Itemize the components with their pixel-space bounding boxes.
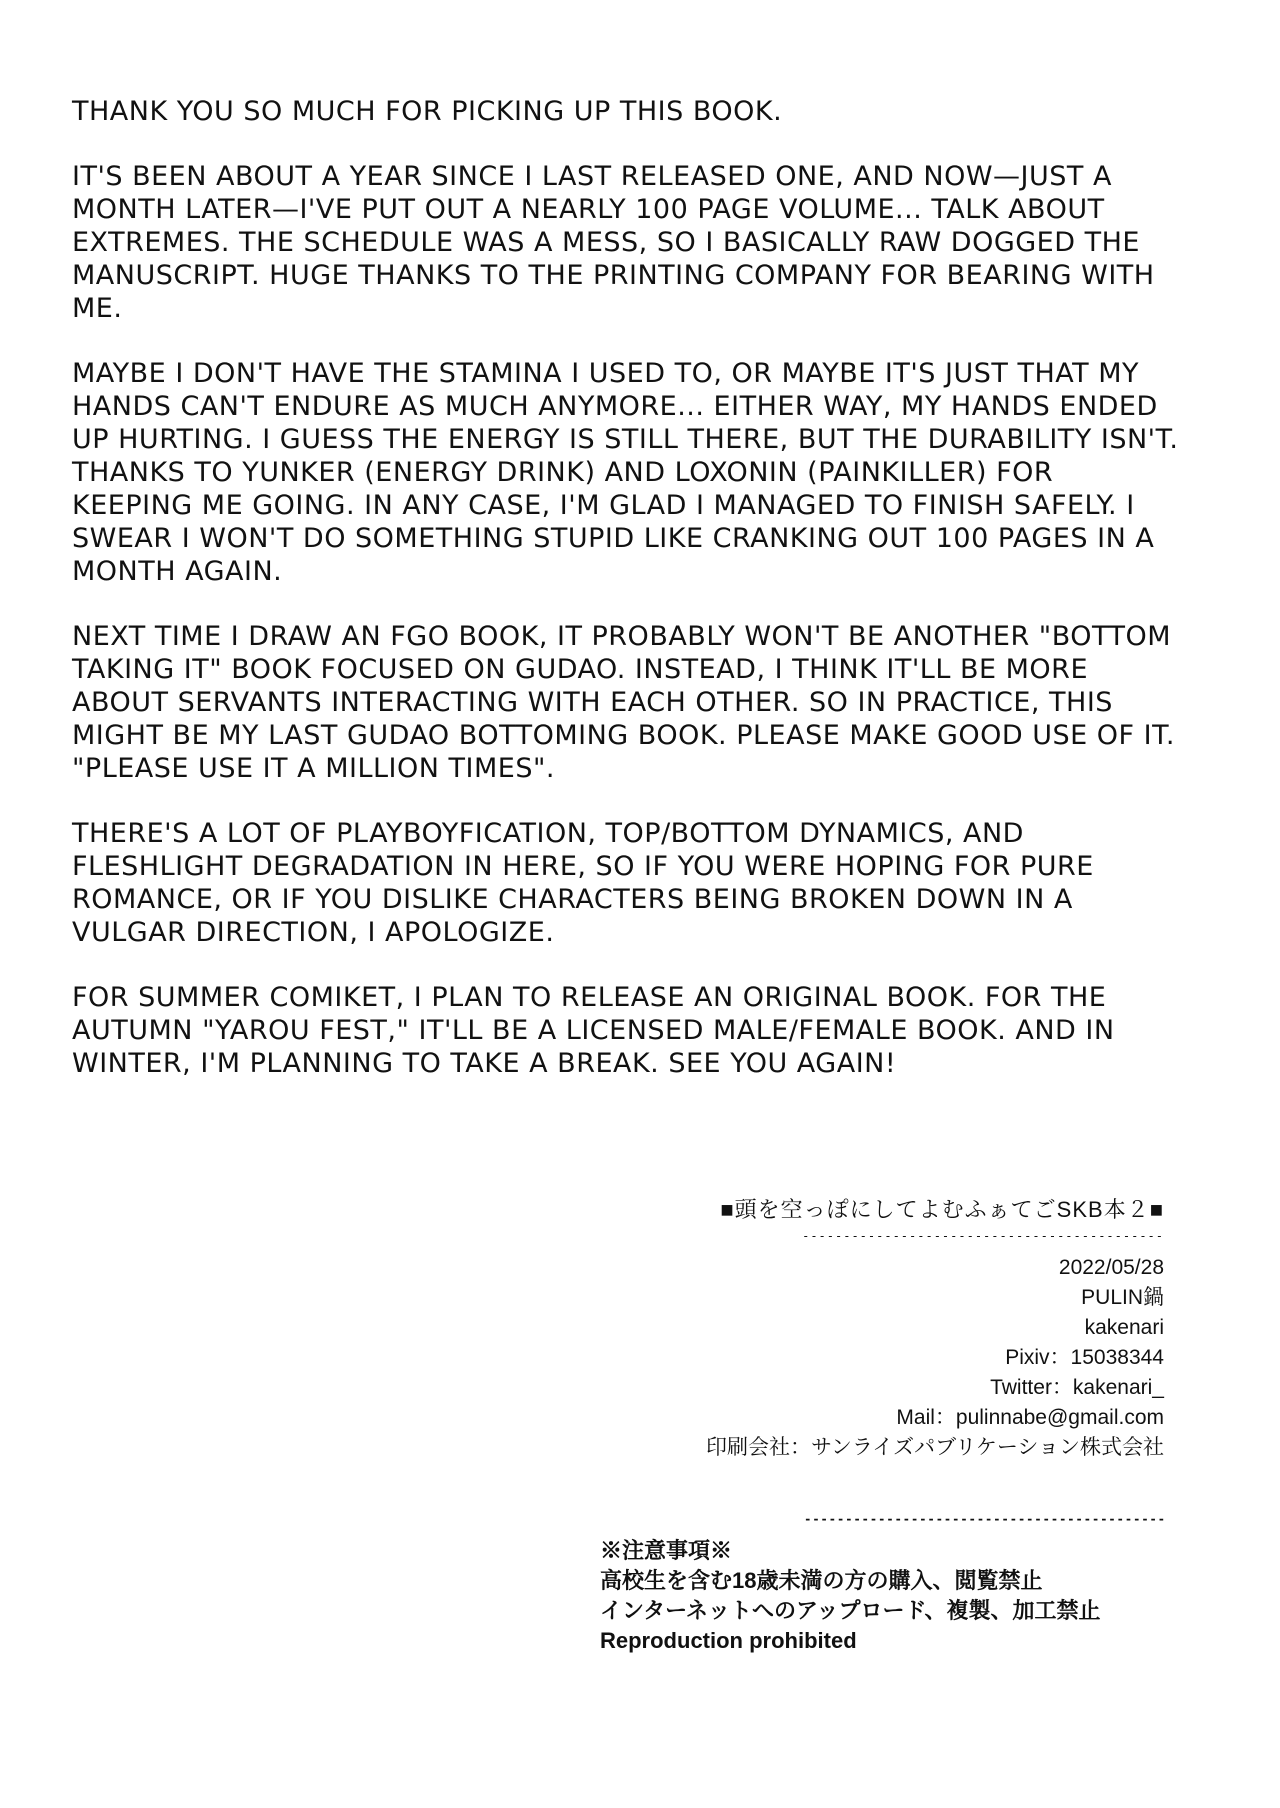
notice-divider: -------------------------------------------- [804,1512,1166,1526]
notice-heading: ※注意事項※ [600,1538,733,1563]
notice-no-upload: インターネットへのアップロード、複製、加工禁止 [600,1598,1101,1623]
twitter-handle: Twitter：kakenari_ [990,1376,1164,1399]
notice-age-restriction: 高校生を含む18歳未満の方の購入、閲覧禁止 [600,1568,1043,1593]
circle-name: PULIN鍋 [1081,1286,1164,1309]
afterword-paragraph-2: IT'S BEEN ABOUT A YEAR SINCE I LAST RELEASED ONE, AND NOW—JUST A MONTH LATER—I'VE PUT OUT A NEARLY 100 PAGE VOLUME... TALK ABOUT EXTREMES. THE SCHEDULE WAS A MESS, SO I BASICALLY RAW DOGGED THE MANUSCRIPT. HUGE THANKS TO THE PRINTING COMPANY FOR BEARING WITH ME. [72,161,1155,324]
afterword-paragraph-3: MAYBE I DON'T HAVE THE STAMINA I USED TO, OR MAYBE IT'S JUST THAT MY HANDS CAN'T ENDURE AS MUCH ANYMORE... EITHER WAY, MY HANDS ENDED UP HURTING. I GUESS THE ENERGY IS STILL THERE, BUT THE DURABILITY ISN'T. THANKS TO YUNKER (ENERGY DRINK) AND LOXONIN (PAINKILLER) FOR KEEPING ME GOING. IN ANY CASE, I'M GLAD I MANAGED TO FINISH SAFELY. I SWEAR I WON'T DO SOMETHING STUPID LIKE CRANKING OUT 100 PAGES IN A MONTH AGAIN. [72,358,1179,587]
printing-company: 印刷会社：サンライズパブリケーション株式会社 [705,1436,1164,1459]
notice-reproduction-prohibited: Reproduction prohibited [600,1628,857,1653]
afterword-paragraph-6: FOR SUMMER COMIKET, I PLAN TO RELEASE AN ORIGINAL BOOK. FOR THE AUTUMN "YAROU FEST," IT'LL BE A LICENSED MALE/FEMALE BOOK. AND IN WINTER, I'M PLANNING TO TAKE A BREAK. SEE YOU AGAIN! [72,982,1115,1079]
author-name: kakenari [1084,1316,1164,1339]
afterword-paragraph-4: NEXT TIME I DRAW AN FGO BOOK, IT PROBABLY WON'T BE ANOTHER "BOTTOM TAKING IT" BOOK FOCUSED ON GUDAO. INSTEAD, I THINK IT'LL BE MORE ABOUT SERVANTS INTERACTING WITH EACH OTHER. SO IN PRACTICE, THIS MIGHT BE MY LAST GUDAO BOTTOMING BOOK. PLEASE MAKE GOOD USE OF IT. "PLEASE USE IT A MILLION TIMES". [72,621,1176,784]
afterword-paragraph-1: THANK YOU SO MUCH FOR PICKING UP THIS BOOK. [72,96,783,127]
notice-block [600,1510,1166,1656]
colophon [544,1195,1164,1463]
afterword-text [72,95,1182,1112]
publish-date: 2022/05/28 [1058,1256,1164,1279]
pixiv-id: Pixiv：15038344 [1005,1346,1164,1369]
mail-address: Mail：pulinnabe@gmail.com [896,1406,1164,1429]
afterword-paragraph-5: THERE'S A LOT OF PLAYBOYFICATION, TOP/BOTTOM DYNAMICS, AND FLESHLIGHT DEGRADATION IN HERE, SO IF YOU WERE HOPING FOR PURE ROMANCE, OR IF YOU DISLIKE CHARACTERS BEING BROKEN DOWN IN A VULGAR DIRECTION, I APOLOGIZE. [72,818,1094,948]
colophon-divider: -------------------------------------------- [802,1229,1164,1243]
book-title: ■頭を空っぽにしてよむふぁてごSKB本２■ [720,1197,1164,1222]
